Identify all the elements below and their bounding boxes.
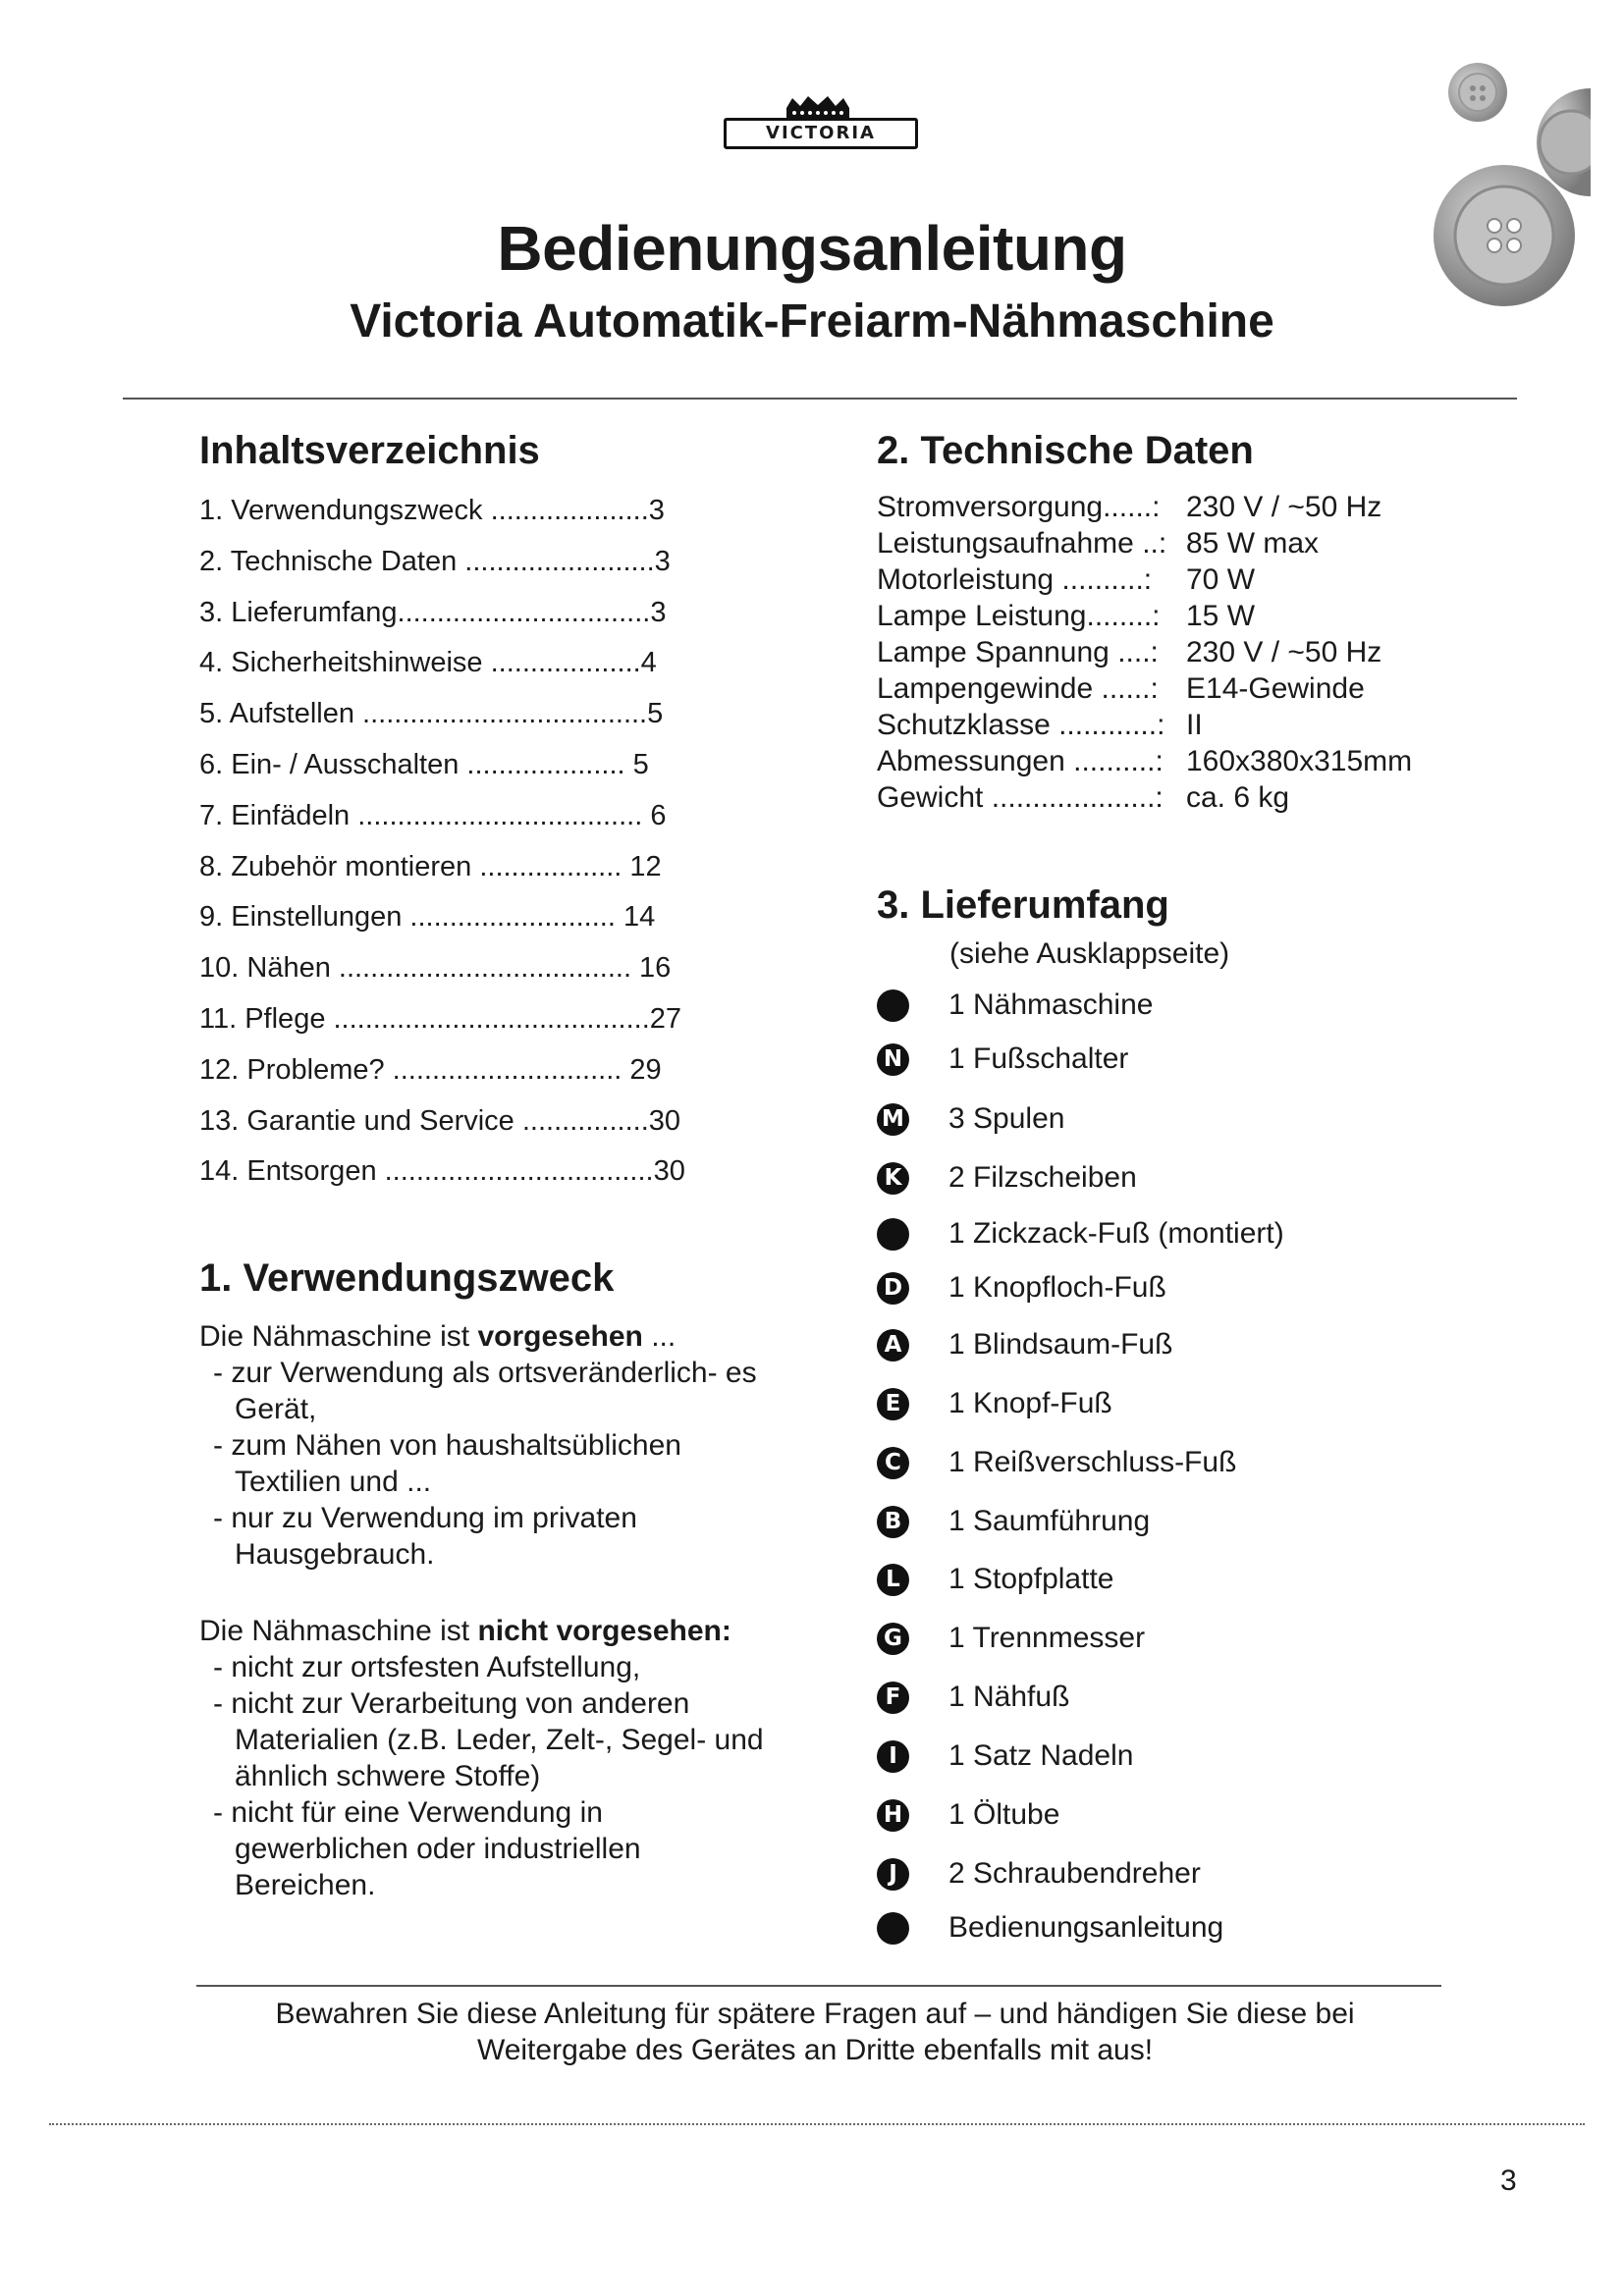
tech-key: Lampe Leistung........: (877, 600, 1161, 632)
list-item (877, 1622, 1145, 1655)
toc-entry: 3. Lieferumfang................................3 (199, 596, 667, 628)
verwendung-not-item: - nicht für eine Verwendung in gewerblichen oder industriellen Bereichen. (213, 1796, 641, 1901)
tech-key: Abmessungen ..........: (877, 745, 1164, 777)
verwendung-not-item: - nicht zur Verarbeitung von anderen Materialien (z.B. Leder, Zelt-, Segel- und ähnlich schwere Stoffe) (213, 1687, 764, 1792)
tech-key: Leistungsaufnahme ..: (877, 527, 1167, 560)
footer-divider (196, 1985, 1441, 1987)
marker-b-icon: B (877, 1506, 909, 1538)
list-item (877, 1387, 1112, 1420)
list-item (877, 1217, 1284, 1251)
victoria-logo (722, 94, 918, 151)
tech-heading: 2. Technische Daten (877, 429, 1254, 472)
tech-row (877, 489, 1412, 525)
list-item (877, 1271, 1166, 1305)
list-item (877, 988, 1153, 1022)
tech-row (877, 561, 1412, 598)
tech-row (877, 670, 1412, 707)
page-title: Bedienungsanleitung (497, 213, 1127, 284)
list-item (877, 1911, 1223, 1945)
item-text: 1 Öltube (948, 1798, 1060, 1831)
item-text: 3 Spulen (948, 1102, 1065, 1135)
list-item (877, 1161, 1137, 1195)
not-prefix: Die Nähmaschine ist (199, 1615, 478, 1647)
tech-value: 230 V / ~50 Hz (1186, 636, 1382, 668)
toc-entry: 2. Technische Daten ........................3 (199, 545, 671, 577)
toc-entry: 13. Garantie und Service ................30 (199, 1104, 681, 1137)
marker-c-icon: C (877, 1447, 909, 1479)
tech-value: 230 V / ~50 Hz (1186, 491, 1382, 523)
toc-entry: 4. Sicherheitshinweise ...................4 (199, 647, 657, 679)
marker-j-icon: J (877, 1858, 909, 1891)
tech-row (877, 779, 1412, 816)
marker-i-icon: I (877, 1740, 909, 1773)
marker-f-icon: F (877, 1682, 909, 1714)
lieferumfang-note: (siehe Ausklappseite) (949, 937, 1230, 970)
toc-entry: 11. Pflege ........................................27 (199, 1002, 682, 1035)
marker-m-icon: M (877, 1103, 909, 1136)
tech-key: Lampengewinde ......: (877, 672, 1159, 705)
item-text: 1 Fußschalter (948, 1042, 1129, 1075)
not-bold: nicht vorgesehen: (477, 1615, 731, 1647)
marker-d-icon: D (877, 1272, 909, 1305)
tech-key: Gewicht ....................: (877, 781, 1164, 814)
marker-k-icon: K (877, 1162, 909, 1195)
item-text: 1 Blindsaum-Fuß (948, 1328, 1173, 1361)
verwendung-heading: 1. Verwendungszweck (199, 1256, 615, 1300)
intro-suffix: ... (642, 1320, 677, 1353)
item-text: 1 Reißverschluss-Fuß (948, 1446, 1237, 1478)
footer-line: Weitergabe des Gerätes an Dritte ebenfalls mit aus! (476, 2034, 1154, 2066)
item-text: 1 Saumführung (948, 1505, 1151, 1537)
item-text: 2 Filzscheiben (948, 1161, 1137, 1194)
list-item (877, 1102, 1064, 1136)
marker-g-icon: G (877, 1623, 909, 1655)
item-text: 1 Nähmaschine (948, 988, 1154, 1021)
tech-table (877, 489, 1412, 816)
item-text: 1 Stopfplatte (948, 1563, 1114, 1595)
marker-h-icon: H (877, 1799, 909, 1832)
list-item (877, 1739, 1133, 1773)
tech-value: ca. 6 kg (1186, 781, 1290, 814)
logo-text: VICTORIA (724, 118, 918, 149)
verwendung-item: - zum Nähen von haushaltsüblichen Textilien und ... (213, 1429, 681, 1498)
intro-prefix: Die Nähmaschine ist (199, 1320, 478, 1353)
page-subtitle: Victoria Automatik-Freiarm-Nähmaschine (350, 295, 1274, 347)
lieferumfang-heading: 3. Lieferumfang (877, 883, 1169, 927)
tech-row (877, 707, 1412, 743)
verwendung-item: - nur zu Verwendung im privaten Hausgebrauch. (213, 1502, 637, 1571)
list-item (877, 1857, 1201, 1891)
toc-entry: 1. Verwendungszweck ....................3 (199, 495, 665, 526)
bullet-icon (877, 1218, 909, 1251)
verwendung-text (199, 1318, 779, 1903)
page-bottom-divider (49, 2123, 1585, 2125)
item-text: 1 Nähfuß (948, 1681, 1070, 1713)
tech-key: Motorleistung ..........: (877, 563, 1153, 596)
toc-list (199, 496, 769, 1207)
marker-n-icon: N (877, 1043, 909, 1076)
title-divider (123, 398, 1517, 400)
toc-entry: 9. Einstellungen .......................... 14 (199, 901, 656, 934)
list-item (877, 1798, 1059, 1832)
tech-row (877, 598, 1412, 634)
tech-row (877, 743, 1412, 779)
list-item (877, 1042, 1128, 1076)
tech-key: Schutzklasse ............: (877, 709, 1165, 741)
tech-value: 70 W (1186, 563, 1256, 596)
toc-entry: 5. Aufstellen ....................................5 (199, 698, 664, 730)
marker-l-icon: L (877, 1564, 909, 1596)
marker-e-icon: E (877, 1388, 909, 1420)
tech-key: Lampe Spannung ....: (877, 636, 1159, 668)
item-text: 2 Schraubendreher (948, 1857, 1201, 1890)
verwendung-item: - zur Verwendung als ortsveränderlich- es Gerät, (213, 1357, 757, 1425)
toc-entry: 6. Ein- / Ausschalten .................... 5 (199, 748, 649, 780)
item-text: 1 Zickzack-Fuß (montiert) (948, 1217, 1284, 1250)
list-item (877, 1563, 1113, 1596)
bullet-icon (877, 1912, 909, 1945)
toc-entry: 8. Zubehör montieren .................. 12 (199, 850, 662, 882)
tech-value: 85 W max (1186, 527, 1320, 560)
crown-icon (783, 94, 853, 120)
item-text: 1 Satz Nadeln (948, 1739, 1134, 1772)
tech-row (877, 634, 1412, 670)
tech-value: 15 W (1186, 600, 1256, 632)
tech-row (877, 525, 1412, 561)
list-item (877, 1328, 1172, 1362)
list-item (877, 1446, 1236, 1479)
bullet-icon (877, 989, 909, 1022)
footer-line: Bewahren Sie diese Anleitung für spätere Fragen auf – und händigen Sie diese bei (275, 1998, 1355, 2030)
toc-entry: 12. Probleme? ............................. 29 (199, 1053, 662, 1086)
verwendung-not-item: - nicht zur ortsfesten Aufstellung, (213, 1651, 641, 1683)
page-number: 3 (1500, 2164, 1517, 2197)
verwendung-intro (199, 1318, 779, 1355)
item-text: Bedienungsanleitung (948, 1911, 1224, 1944)
marker-a-icon: A (877, 1329, 909, 1362)
list-item (877, 1505, 1150, 1538)
footer-note (196, 1996, 1434, 2068)
item-text: 1 Trennmesser (948, 1622, 1146, 1654)
tech-key: Stromversorgung......: (877, 491, 1161, 523)
intro-bold: vorgesehen (477, 1320, 643, 1353)
tech-value: II (1186, 709, 1203, 741)
list-item (877, 1681, 1069, 1714)
toc-entry: 7. Einfädeln .................................... 6 (199, 799, 667, 831)
item-text: 1 Knopf-Fuß (948, 1387, 1112, 1419)
toc-heading: Inhaltsverzeichnis (199, 429, 540, 472)
tech-value: 160x380x315mm (1186, 745, 1413, 777)
tech-value: E14-Gewinde (1186, 672, 1365, 705)
verwendung-not-intro (199, 1613, 779, 1649)
toc-entry: 14. Entsorgen ..................................30 (199, 1155, 685, 1188)
item-text: 1 Knopfloch-Fuß (948, 1271, 1166, 1304)
toc-entry: 10. Nähen ..................................... 16 (199, 952, 672, 985)
